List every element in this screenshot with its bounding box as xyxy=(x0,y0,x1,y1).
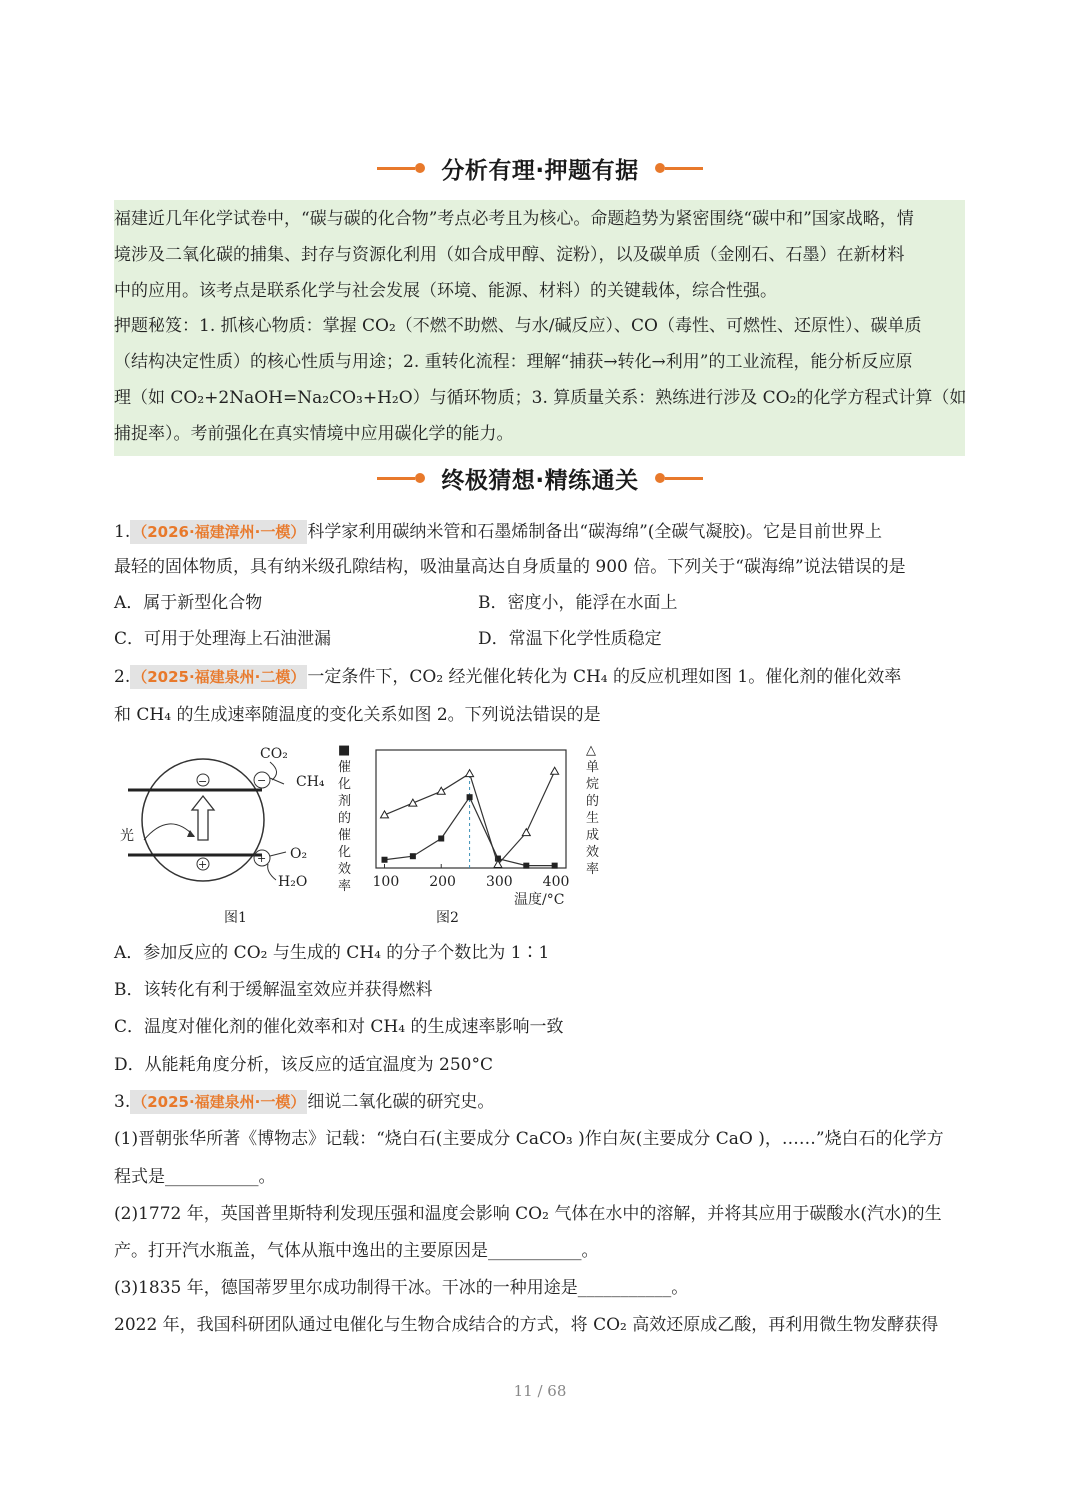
hole-symbol: + xyxy=(257,852,267,865)
h2o-label: H₂O xyxy=(278,874,308,890)
hole-symbol: + xyxy=(198,858,208,871)
option-a: A．参加反应的 CO₂ 与生成的 CH₄ 的分子个数比为 1∶1 xyxy=(114,943,550,963)
question-2-stem-line2: 和 CH₄ 的生成速率随温度的变化关系如图 2。下列说法错误的是 xyxy=(114,705,601,725)
header-right-ornament xyxy=(655,163,703,173)
question-2-figures xyxy=(114,740,634,930)
data-point-triangle xyxy=(466,770,474,777)
question-2-stem xyxy=(114,665,974,689)
header-right-ornament xyxy=(655,473,703,483)
data-point-triangle xyxy=(522,829,530,836)
option-b: B．密度小，能浮在水面上 xyxy=(478,593,678,613)
question-number: 2. xyxy=(114,667,131,687)
option-d: D．常温下化学性质稳定 xyxy=(478,629,662,649)
data-point-triangle xyxy=(381,811,389,818)
x-tick-label: 400 xyxy=(542,874,570,890)
figure-1-caption: 图1 xyxy=(224,910,247,926)
header-left-ornament xyxy=(377,473,425,483)
analysis-line: 理（如 CO₂+2NaOH=Na₂CO₃+H₂O）与循环物质；3. 算质量关系：熟练进行涉及 CO₂的化学方程式计算（如 xyxy=(114,388,967,408)
question-number: 1. xyxy=(114,522,131,542)
section-header-practice xyxy=(0,458,1080,498)
source-tag: （2026·福建漳州·一模） xyxy=(130,520,307,544)
data-point-square xyxy=(438,836,444,842)
figure-2-chart xyxy=(338,743,599,926)
data-point-triangle xyxy=(551,767,559,774)
right-axis-label: △单烷的生成效率 xyxy=(586,743,600,877)
q3-part4: 2022 年，我国科研团队通过电催化与生物合成结合的方式，将 CO₂ 高效还原成乙酸，再利用微生物发酵获得 xyxy=(114,1315,939,1335)
option-c: C．可用于处理海上石油泄漏 xyxy=(114,629,332,649)
option-c: C．温度对催化剂的催化效率和对 CH₄ 的生成速率影响一致 xyxy=(114,1017,564,1037)
option-b: B．该转化有利于缓解温室效应并获得燃料 xyxy=(114,980,433,1000)
analysis-line: 中的应用。该考点是联系化学与社会发展（环境、能源、材料）的关键载体，综合性强。 xyxy=(114,281,777,301)
option-d: D．从能耗角度分析，该反应的适宜温度为 250°C xyxy=(114,1055,493,1075)
source-tag: （2025·福建泉州·二模） xyxy=(130,665,307,689)
x-axis-label: 温度/°C xyxy=(514,892,565,908)
question-1-stem xyxy=(114,520,974,544)
data-point-square xyxy=(467,794,473,800)
ch4-label: CH₄ xyxy=(296,774,325,790)
question-number: 3. xyxy=(114,1092,131,1112)
analysis-line: 境涉及二氧化碳的捕集、封存与资源化利用（如合成甲醇、淀粉），以及碳单质（金刚石、石墨）在新材料 xyxy=(114,245,905,265)
electron-symbol: − xyxy=(198,775,208,788)
plot-area xyxy=(381,767,559,868)
left-axis-label: ■催化剂的催化效率 xyxy=(338,743,352,894)
page-number: 11 / 68 xyxy=(513,1382,567,1400)
analysis-line: 福建近几年化学试卷中，“碳与碳的化合物”考点必考且为核心。命题趋势为紧密围绕“碳中和”国家战略，情 xyxy=(114,209,914,229)
stem-text: 细说二氧化碳的研究史。 xyxy=(307,1092,495,1112)
figure-2-caption: 图2 xyxy=(436,910,459,926)
section-header-analysis xyxy=(0,148,1080,188)
data-point-triangle xyxy=(409,799,417,806)
data-point-square xyxy=(382,857,388,863)
section-title: 分析有理·押题有据 xyxy=(441,157,639,184)
electron-symbol: − xyxy=(257,774,267,787)
option-a: A．属于新型化合物 xyxy=(114,593,263,613)
analysis-line: 押题秘笈：1. 抓核心物质：掌握 CO₂（不燃不助燃、与水/碱反应）、CO（毒性、可燃性、还原性）、碳单质 xyxy=(114,316,922,336)
analysis-line: （结构决定性质）的核心性质与用途；2. 重转化流程：理解“捕获→转化→利用”的工业流程，能分析反应原 xyxy=(114,352,913,372)
q3-part3: (3)1835 年，德国蒂罗里尔成功制得干冰。干冰的一种用途是___________。 xyxy=(114,1278,689,1298)
q3-part2-line1: (2)1772 年，英国普里斯特利发现压强和温度会影响 CO₂ 气体在水中的溶解，并将其应用于碳酸水(汽水)的生 xyxy=(114,1204,942,1224)
figure-1-mechanism xyxy=(120,746,325,926)
analysis-line: 捕捉率）。考前强化在真实情境中应用碳化学的能力。 xyxy=(114,424,514,444)
data-point-square xyxy=(523,863,529,869)
stem-text: 一定条件下，CO₂ 经光催化转化为 CH₄ 的反应机理如图 1。催化剂的催化效率 xyxy=(307,667,902,687)
co2-label: CO₂ xyxy=(260,746,288,762)
x-tick-label: 300 xyxy=(485,874,513,890)
data-point-triangle xyxy=(437,787,445,794)
data-point-square xyxy=(552,863,558,869)
header-left-ornament xyxy=(377,163,425,173)
light-label: 光 xyxy=(120,828,134,844)
q3-part2-line2: 产。打开汽水瓶盖，气体从瓶中逸出的主要原因是___________。 xyxy=(114,1241,599,1261)
question-3-stem xyxy=(114,1090,974,1114)
q3-part1-line2: 程式是___________。 xyxy=(114,1167,276,1187)
x-tick-label: 200 xyxy=(429,874,456,890)
source-tag: （2025·福建泉州·一模） xyxy=(130,1090,307,1114)
x-tick-label: 100 xyxy=(372,874,400,890)
q3-part1-line1: (1)晋朝张华所著《博物志》记载：“烧白石(主要成分 CaCO₃ )作白灰(主要成分 CaO )，……”烧白石的化学方 xyxy=(114,1129,944,1149)
question-1-stem-line2: 最轻的固体物质，具有纳米级孔隙结构，吸油量高达自身质量的 900 倍。下列关于“碳海绵”说法错误的是 xyxy=(114,557,906,577)
o2-label: O₂ xyxy=(290,846,308,862)
data-point-square xyxy=(410,853,416,859)
section-title: 终极猜想·精练通关 xyxy=(441,467,639,494)
stem-text: 科学家利用碳纳米管和石墨烯制备出“碳海绵”(全碳气凝胶)。它是目前世界上 xyxy=(307,522,883,542)
